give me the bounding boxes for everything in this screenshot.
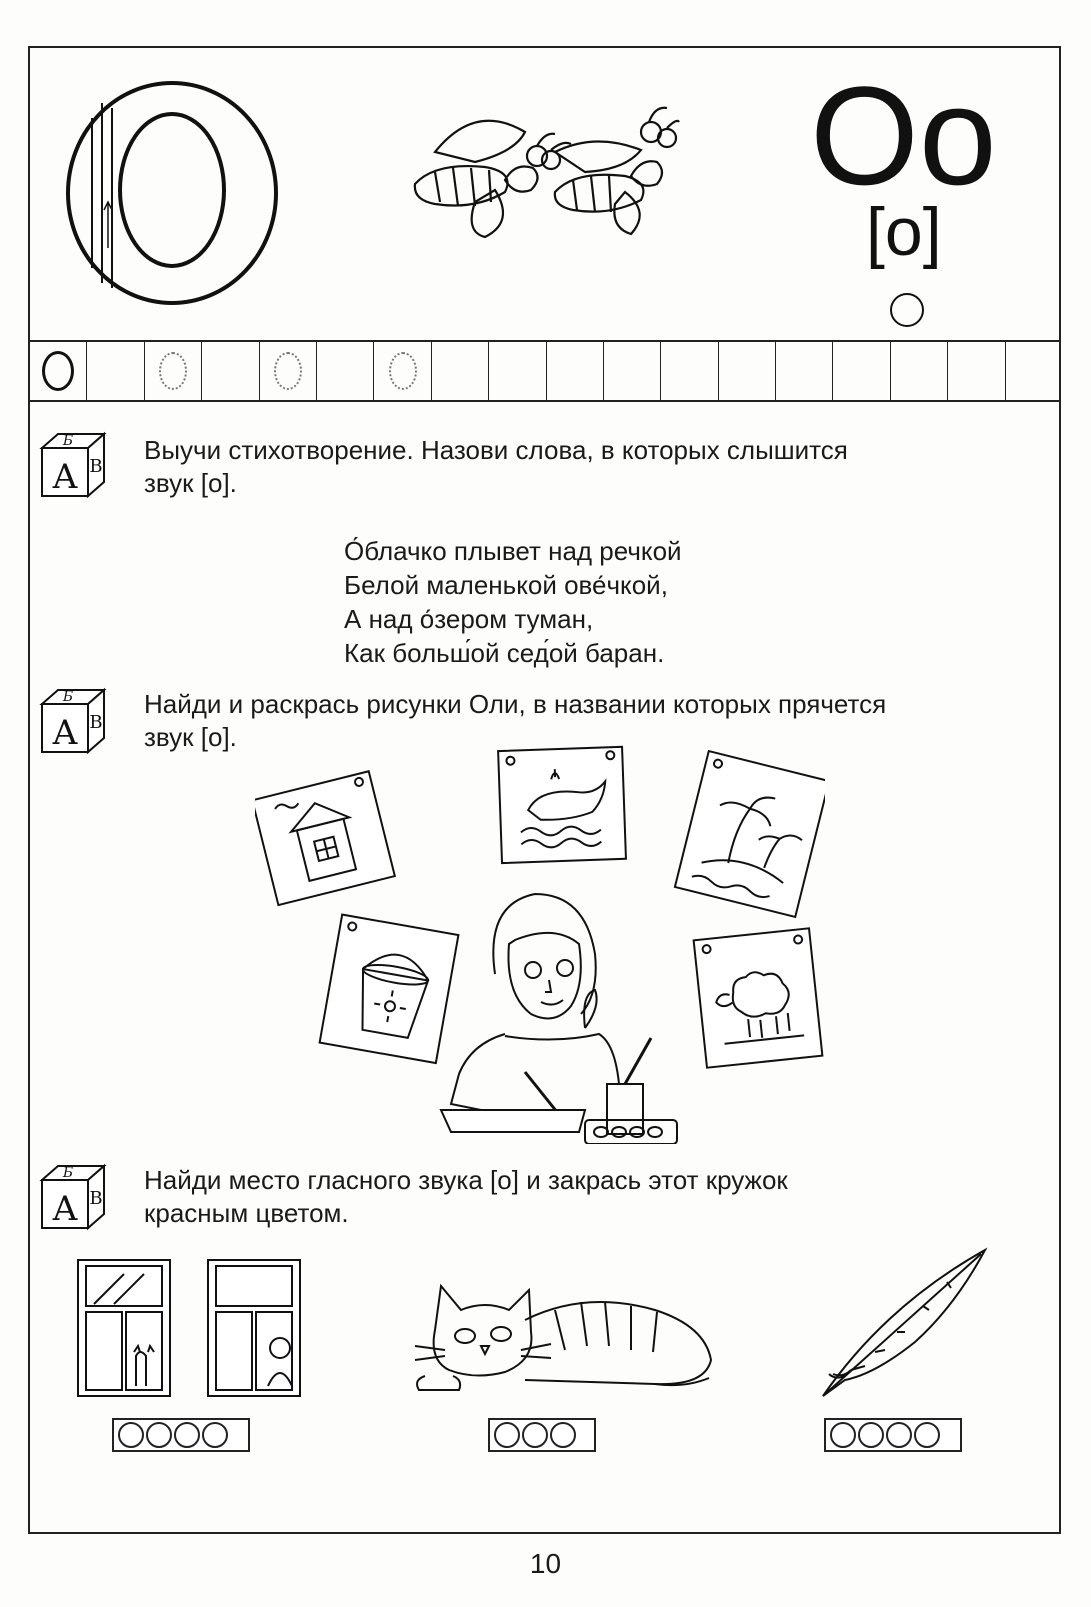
copy-cell-trace[interactable]: [145, 342, 202, 400]
svg-text:А: А: [52, 1189, 78, 1229]
sound-circle[interactable]: [174, 1422, 200, 1448]
svg-text:В: В: [89, 712, 103, 733]
copy-cell[interactable]: [432, 342, 489, 400]
letter-header: [30, 48, 1059, 342]
poem: [344, 534, 682, 670]
copy-cell[interactable]: [317, 342, 374, 400]
copy-cell[interactable]: [891, 342, 948, 400]
copy-cell-trace[interactable]: [260, 342, 317, 400]
model-letter-o: [42, 351, 74, 391]
task-instruction-line: красным цветом.: [144, 1198, 349, 1228]
copy-cell[interactable]: [202, 342, 259, 400]
wasps-illustration: [405, 92, 680, 242]
trace-letter-o: [274, 352, 302, 390]
svg-text:А: А: [52, 457, 78, 497]
poem-line: О́блачко плывет над речкой: [344, 536, 682, 566]
poem-line: А над о́зером туман,: [344, 604, 594, 634]
letter-pair: Оо: [810, 57, 997, 214]
vowel-circle: [890, 293, 924, 327]
task-instruction: [144, 434, 1044, 500]
task-instruction-line: Найди место гласного звука [о] и закрась этот кружок: [144, 1165, 788, 1195]
sheep-picture: [694, 928, 823, 1067]
sound-scheme-window: [112, 1418, 250, 1452]
copy-cell[interactable]: [547, 342, 604, 400]
copy-cell-model: [30, 342, 87, 400]
sound-circle[interactable]: [914, 1422, 940, 1448]
letter-copy-row: [30, 342, 1059, 402]
sound-circle[interactable]: [858, 1422, 884, 1448]
copy-cell[interactable]: [948, 342, 1005, 400]
svg-text:А: А: [52, 713, 78, 753]
copy-cell[interactable]: [661, 342, 718, 400]
trace-letter-o: [389, 352, 417, 390]
task-instruction-line: Найди и раскрась рисунки Оли, в названии которых прячется: [144, 689, 887, 719]
task-instruction-line: звук [о].: [144, 722, 237, 752]
copy-cell[interactable]: [87, 342, 144, 400]
copy-cell[interactable]: [776, 342, 833, 400]
abc-cube-icon: [38, 430, 110, 502]
bucket-picture: [320, 915, 459, 1064]
task-instruction-line: звук [о].: [144, 468, 237, 498]
sound-scheme-feather: [824, 1418, 962, 1452]
page-frame: [28, 46, 1061, 1534]
girl-drawing: [441, 894, 677, 1144]
olya-drawings-illustration: [255, 744, 825, 1144]
svg-text:Б: Б: [62, 1165, 74, 1181]
sound-circle[interactable]: [886, 1422, 912, 1448]
copy-cell-trace[interactable]: [374, 342, 431, 400]
copy-cell[interactable]: [604, 342, 661, 400]
copy-cell[interactable]: [833, 342, 890, 400]
task-instruction: [144, 1164, 1044, 1230]
big-letter-o-outline: [62, 78, 282, 308]
sound-circle[interactable]: [118, 1422, 144, 1448]
windows-illustration: [74, 1256, 304, 1402]
sound-circle[interactable]: [550, 1422, 576, 1448]
abc-cube-icon: [38, 1162, 110, 1234]
poem-line: Как больш́ой сед́ой баран.: [344, 638, 665, 668]
island-picture: [675, 751, 825, 917]
copy-cell[interactable]: [719, 342, 776, 400]
feather-illustration: [805, 1246, 995, 1406]
task-instruction-line: Выучи стихотворение. Назови слова, в которых слышится: [144, 435, 848, 465]
sound-circle[interactable]: [494, 1422, 520, 1448]
sound-circle[interactable]: [202, 1422, 228, 1448]
copy-cell[interactable]: [1006, 342, 1063, 400]
page-number: 10: [529, 1548, 562, 1579]
sound-notation: [о]: [866, 194, 942, 270]
house-picture: [255, 771, 395, 905]
copy-cell[interactable]: [489, 342, 546, 400]
cat-illustration: [405, 1280, 725, 1396]
abc-cube-icon: [38, 686, 110, 758]
svg-text:В: В: [89, 456, 103, 477]
svg-text:Б: Б: [62, 433, 74, 449]
poem-line: Белой маленькой ове́чкой,: [344, 570, 668, 600]
whale-picture: [498, 747, 626, 863]
svg-text:В: В: [89, 1188, 103, 1209]
sound-scheme-cat: [488, 1418, 596, 1452]
trace-letter-o: [159, 352, 187, 390]
sound-circle[interactable]: [830, 1422, 856, 1448]
sound-circle[interactable]: [146, 1422, 172, 1448]
svg-text:Б: Б: [62, 689, 74, 705]
sound-circle[interactable]: [522, 1422, 548, 1448]
